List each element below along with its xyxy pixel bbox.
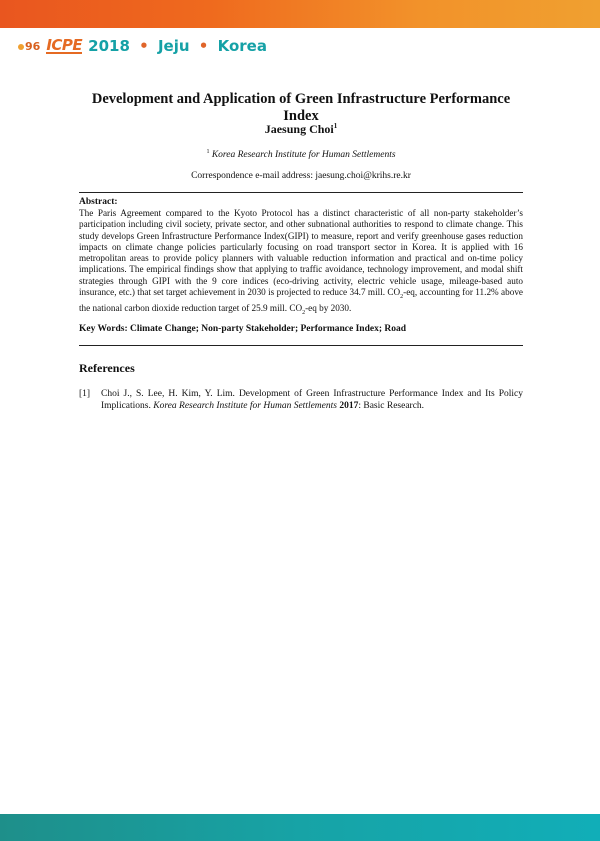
conference-year: 2018 <box>88 37 130 55</box>
references-heading: References <box>79 361 135 375</box>
abstract-text-1: The Paris Agreement compared to the Kyoto Protocol has a distinct characteristic of all non-party stakeholder’s participation including civil society, private sector, and other subnational authorities to respond to climate change. This study develops Green Infrastructure Performance Index(GIPI) to measure, report and verify greenhouse gases reduction impacts on climate change policies particularly focusing on road transport sector in Korea. It is applied with 16 metropolitan areas to provide policy planners with valuable reduction information and practical and on-time policy implications. The empirical findings show that applying to traffic avoidance, technology improvement, and modal shift strategies through GIPI with the 9 core indices (eco-driving activity, electric vehicle usage, mileage-based auto insurance, etc.) that set target achievement in 2030 is projected to reduce 34.7 mill. CO <box>79 208 523 298</box>
co2-subscript: 2 <box>400 293 404 300</box>
affiliation-text: Korea Research Institute for Human Settlements <box>211 150 396 161</box>
reference-item <box>79 388 523 412</box>
author-affiliation <box>79 149 523 160</box>
abstract-text-2: -eq, accounting for 11.2% above the national carbon dioxide reduction target of 25.9 mill. CO <box>79 287 523 314</box>
conference-country: Korea <box>217 37 267 55</box>
reference-number: [1] <box>79 389 91 399</box>
abstract-body <box>79 208 523 319</box>
paper-author <box>79 122 523 137</box>
separator-dot: • <box>139 37 149 55</box>
bottom-color-bar <box>0 814 600 841</box>
author-name: Jaesung Choi <box>264 122 334 136</box>
abstract-heading: Abstract: <box>79 197 118 207</box>
conference-logo-number <box>18 40 40 53</box>
logo-number-text: 96 <box>25 39 41 53</box>
top-color-bar <box>0 0 600 28</box>
correspondence-email: Correspondence e-mail address: jaesung.choi@krihs.re.kr <box>191 171 411 181</box>
reference-rest: : Basic Research. <box>358 401 425 411</box>
conference-banner <box>18 35 267 57</box>
reference-journal: Korea Research Institute for Human Settlements <box>153 401 337 411</box>
conference-title <box>88 37 267 55</box>
divider-top <box>79 192 523 193</box>
reference-text <box>101 388 523 412</box>
reference-year: 2017 <box>339 401 359 411</box>
reference-authors: Choi J., S. Lee, H. Kim, Y. Lim. Development of Green Infrastructure Performance Index and Its Policy Implications. <box>101 389 523 411</box>
divider-bottom <box>79 345 523 346</box>
keywords: Key Words: Climate Change; Non-party Stakeholder; Performance Index; Road <box>79 324 407 334</box>
abstract-text-3: -eq by 2030. <box>305 303 352 314</box>
co2-subscript: 2 <box>302 310 306 317</box>
logo-dot-icon <box>18 44 24 50</box>
conference-logo: ICPE <box>46 36 83 54</box>
conference-city: Jeju <box>157 37 190 55</box>
paper-title: Development and Application of Green Infrastructure Performance Index <box>91 91 511 124</box>
author-superscript: 1 <box>333 122 338 130</box>
separator-dot: • <box>198 37 209 55</box>
affiliation-superscript: 1 <box>206 149 210 155</box>
